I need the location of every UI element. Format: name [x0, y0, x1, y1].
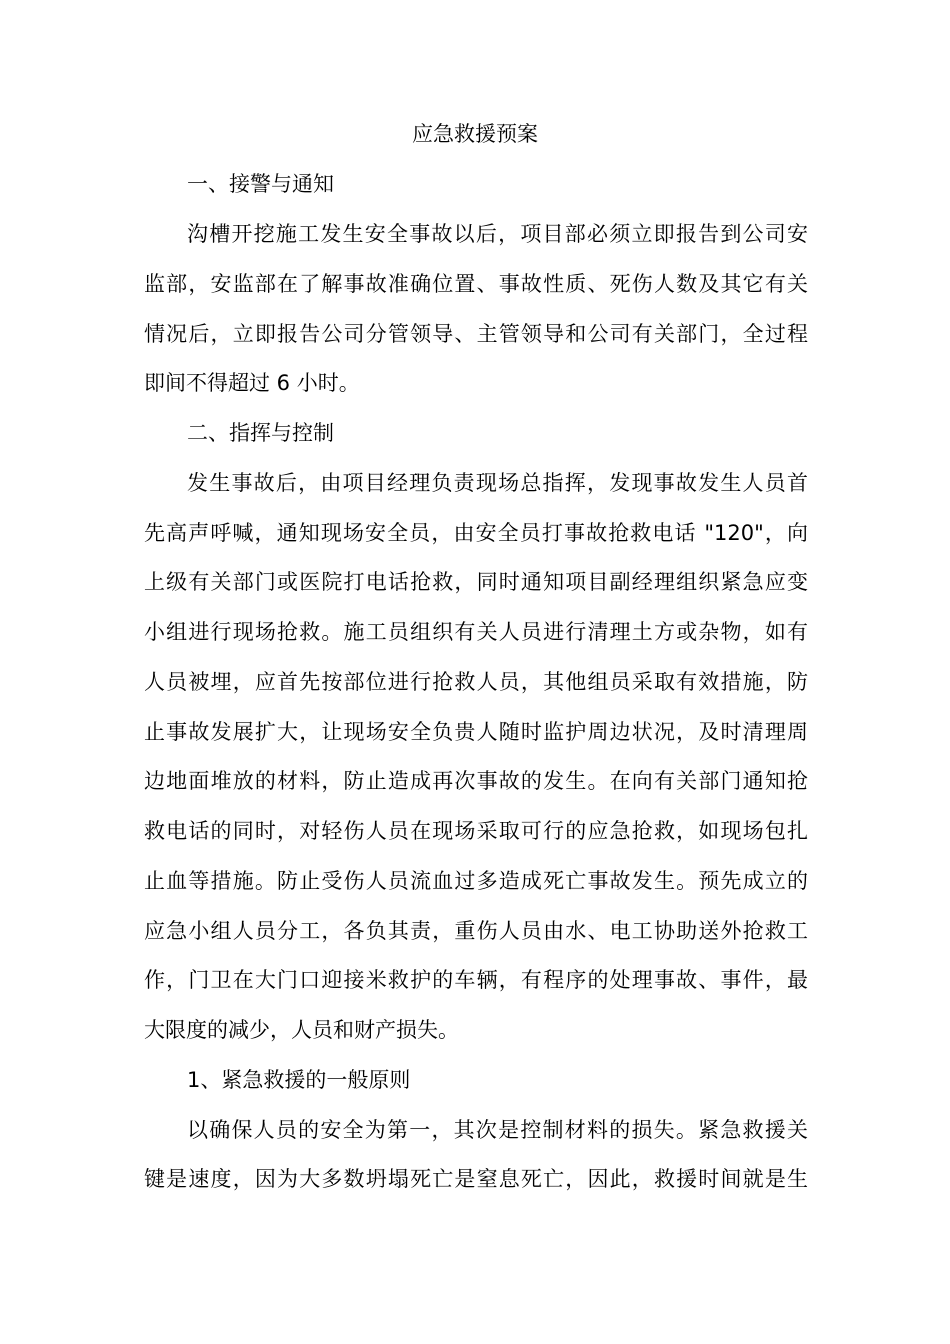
paragraph-line: 止事故发展扩大，让现场安全负贵人随时监护周边状况，及时清理周 — [144, 720, 808, 744]
paragraph-line: 沟槽开挖施工发生安全事故以后，项目部必须立即报告到公司安 — [187, 222, 808, 246]
subsection-heading: 1、紧急救援的一般原则 — [187, 1068, 411, 1092]
paragraph-line: 边地面堆放的材料，防止造成再次事故的发生。在向有关部门通知抢 — [144, 769, 808, 793]
document-title: 应急救援预案 — [412, 122, 538, 146]
paragraph-line: 小组进行现场抢救。施工员组织有关人员进行清理土方或杂物，如有 — [144, 620, 808, 644]
paragraph-line: 发生事故后，由项目经理负责现场总指挥，发现事故发生人员首 — [187, 471, 808, 495]
paragraph-line: 应急小组人员分工，各负其责，重伤人员由水、电工协助送外抢救工 — [144, 919, 808, 943]
paragraph-line: 以确保人员的安全为第一，其次是控制材料的损失。紧急救援关 — [187, 1118, 808, 1142]
paragraph-line: 情况后，立即报告公司分管领导、主管领导和公司有关部门，全过程 — [144, 322, 808, 346]
section-heading-1: 一、接警与通知 — [187, 172, 334, 196]
paragraph-line: 先高声呼喊，通知现场安全员，由安全员打事故抢救电话 "120"，向 — [144, 521, 808, 545]
paragraph-line: 监部，安监部在了解事故准确位置、事故性质、死伤人数及其它有关 — [144, 272, 808, 296]
paragraph-line: 作，门卫在大门口迎接米救护的车辆，有程序的处理事故、事件，最 — [144, 968, 808, 992]
paragraph-line: 止血等措施。防止受伤人员流血过多造成死亡事故发生。预先成立的 — [144, 869, 808, 893]
paragraph-line: 救电话的同时，对轻伤人员在现场采取可行的应急抢救，如现场包扎 — [144, 819, 808, 843]
paragraph-line: 人员被埋，应首先按部位进行抢救人员，其他组员采取有效措施，防 — [144, 670, 808, 694]
paragraph-line: 大限度的减少，人员和财产损失。 — [144, 1018, 459, 1042]
paragraph-line: 即间不得超过 6 小时。 — [144, 371, 360, 395]
section-heading-2: 二、指挥与控制 — [187, 421, 334, 445]
paragraph-line: 上级有关部门或医院打电话抢救，同时通知项目副经理组织紧急应变 — [144, 570, 808, 594]
paragraph-line: 键是速度，因为大多数坍塌死亡是窒息死亡，因此，救援时间就是生 — [144, 1167, 808, 1191]
